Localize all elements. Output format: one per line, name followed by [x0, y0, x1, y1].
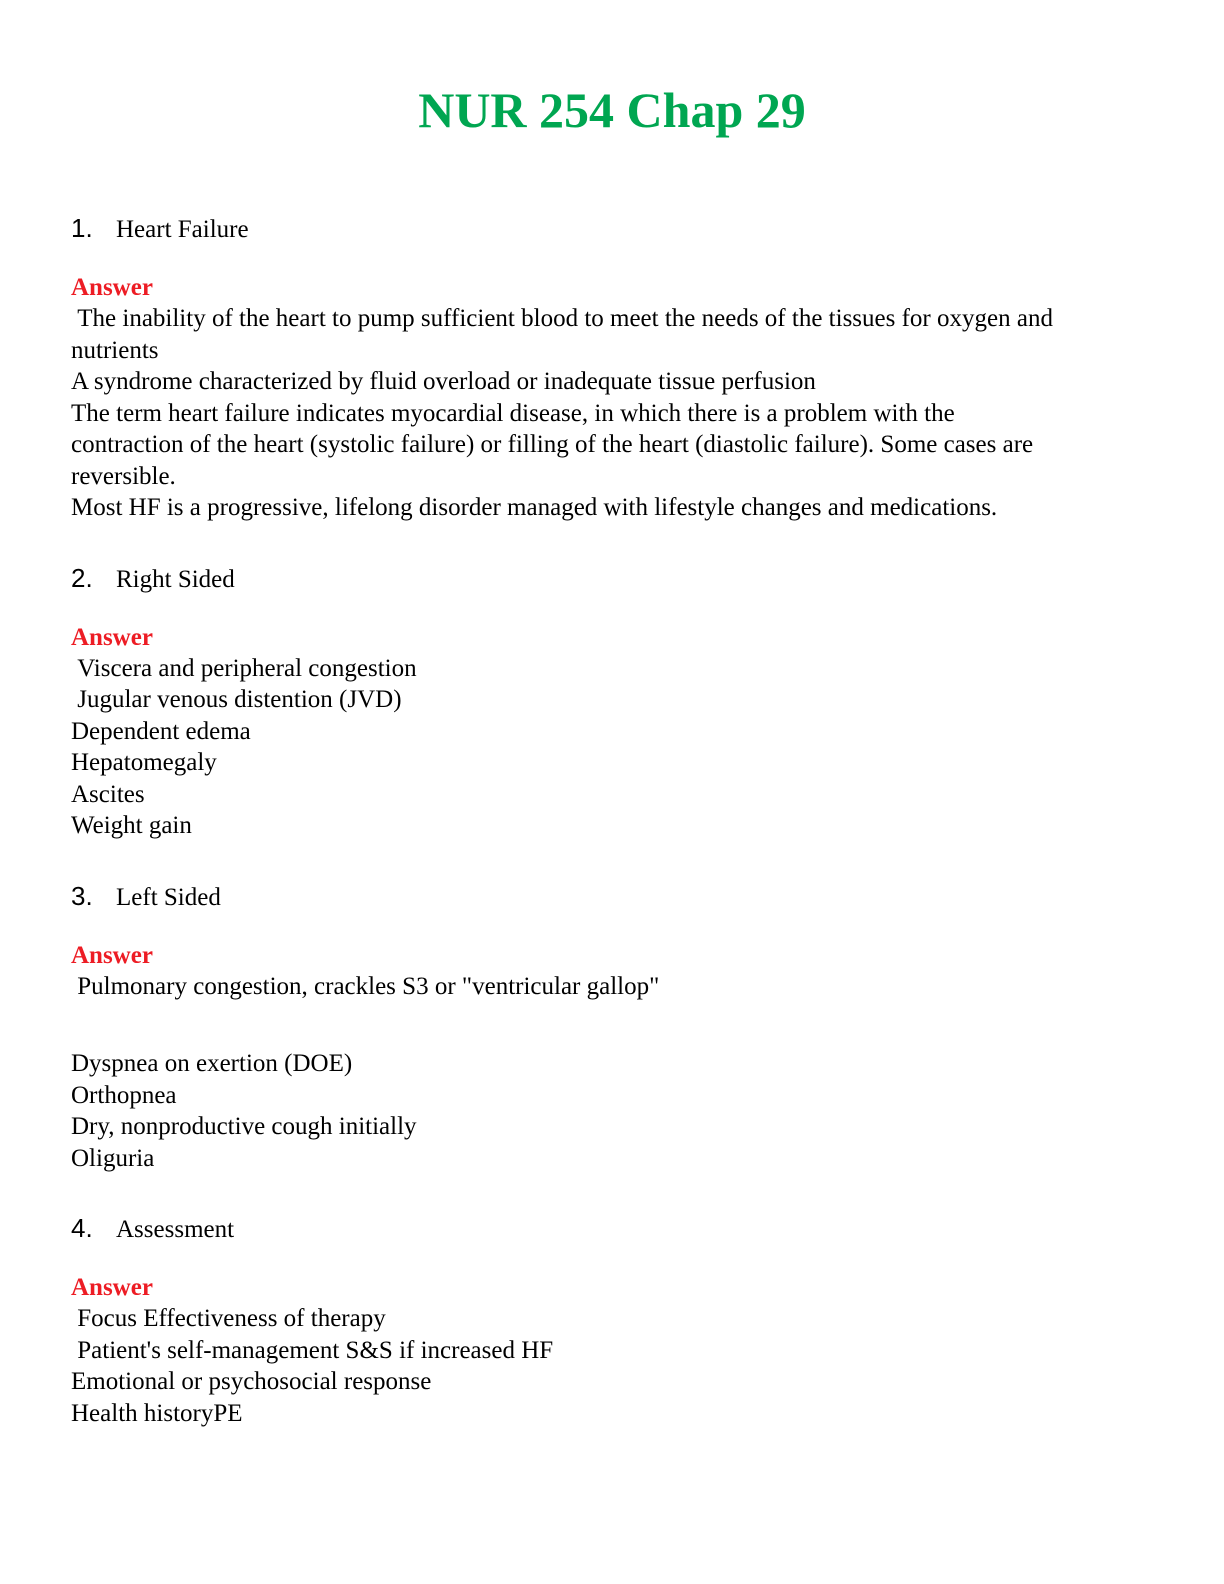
- answer-label: Answer: [71, 274, 153, 301]
- question-4: [71, 1208, 1161, 1429]
- answer-line: Viscera and peripheral congestion: [71, 654, 417, 682]
- answer-line: Pulmonary congestion, crackles S3 or "ventricular gallop": [71, 972, 660, 1000]
- answer-line: Health historyPE: [71, 1399, 243, 1427]
- question-header: [71, 1208, 1161, 1248]
- question-number: 1.: [71, 213, 93, 243]
- answer-label: Answer: [71, 941, 153, 969]
- answer-line: A syndrome characterized by fluid overload or inadequate tissue perfusion: [71, 368, 816, 395]
- question-header: [71, 558, 1161, 598]
- answer-label: Answer: [71, 623, 153, 651]
- question-2: [71, 558, 1161, 842]
- answer-line: reversible.: [71, 462, 176, 490]
- answer-line: The inability of the heart to pump sufficient blood to meet the needs of the tissues for oxygen and: [71, 305, 1053, 332]
- answer-line: Dry, nonproductive cough initially: [71, 1113, 417, 1140]
- question-number: 2.: [71, 562, 93, 593]
- answer-line: Dyspnea on exertion (DOE): [71, 1050, 353, 1077]
- answer-text: [71, 303, 1161, 524]
- question-list: [71, 208, 1161, 1429]
- answer-line: Hepatomegaly: [71, 749, 217, 776]
- question-topic: Left Sided: [116, 883, 221, 911]
- answer-line: Ascites: [71, 780, 145, 808]
- answer-line: nutrients: [71, 336, 159, 364]
- question-topic: Heart Failure: [116, 216, 249, 243]
- answer-line: The term heart failure indicates myocardial disease, in which there is a problem with the: [71, 399, 955, 427]
- page-title: NUR 254 Chap 29: [418, 82, 806, 138]
- question-1: [71, 208, 1161, 524]
- answer-label: Answer: [71, 1274, 153, 1301]
- answer-line: Focus Effectiveness of therapy: [71, 1305, 386, 1332]
- answer-text: [71, 653, 1161, 842]
- answer-line: Dependent edema: [71, 717, 251, 745]
- question-3: [71, 876, 1161, 1175]
- question-number: 4.: [71, 1213, 93, 1243]
- answer-line: Oliguria: [71, 1144, 155, 1172]
- answer-line: contraction of the heart (systolic failure) or filling of the heart (diastolic failure). Some cases are: [71, 431, 1034, 458]
- question-topic: Right Sided: [116, 565, 235, 593]
- answer-line: Emotional or psychosocial response: [71, 1368, 432, 1395]
- answer-line: Orthopnea: [71, 1081, 177, 1109]
- question-topic: Assessment: [116, 1216, 235, 1243]
- question-header: [71, 208, 1161, 248]
- answer-line-blank: [71, 1002, 1161, 1048]
- answer-line: Most HF is a progressive, lifelong disorder managed with lifestyle changes and medications.: [71, 494, 998, 521]
- answer-line: Patient's self-management S&S if increased HF: [71, 1336, 554, 1364]
- answer-text: [71, 971, 1161, 1175]
- question-header: [71, 876, 1161, 916]
- answer-text: [71, 1303, 1161, 1429]
- answer-line: Jugular venous distention (JVD): [71, 686, 402, 713]
- answer-line: Weight gain: [71, 812, 192, 839]
- question-number: 3.: [71, 880, 93, 911]
